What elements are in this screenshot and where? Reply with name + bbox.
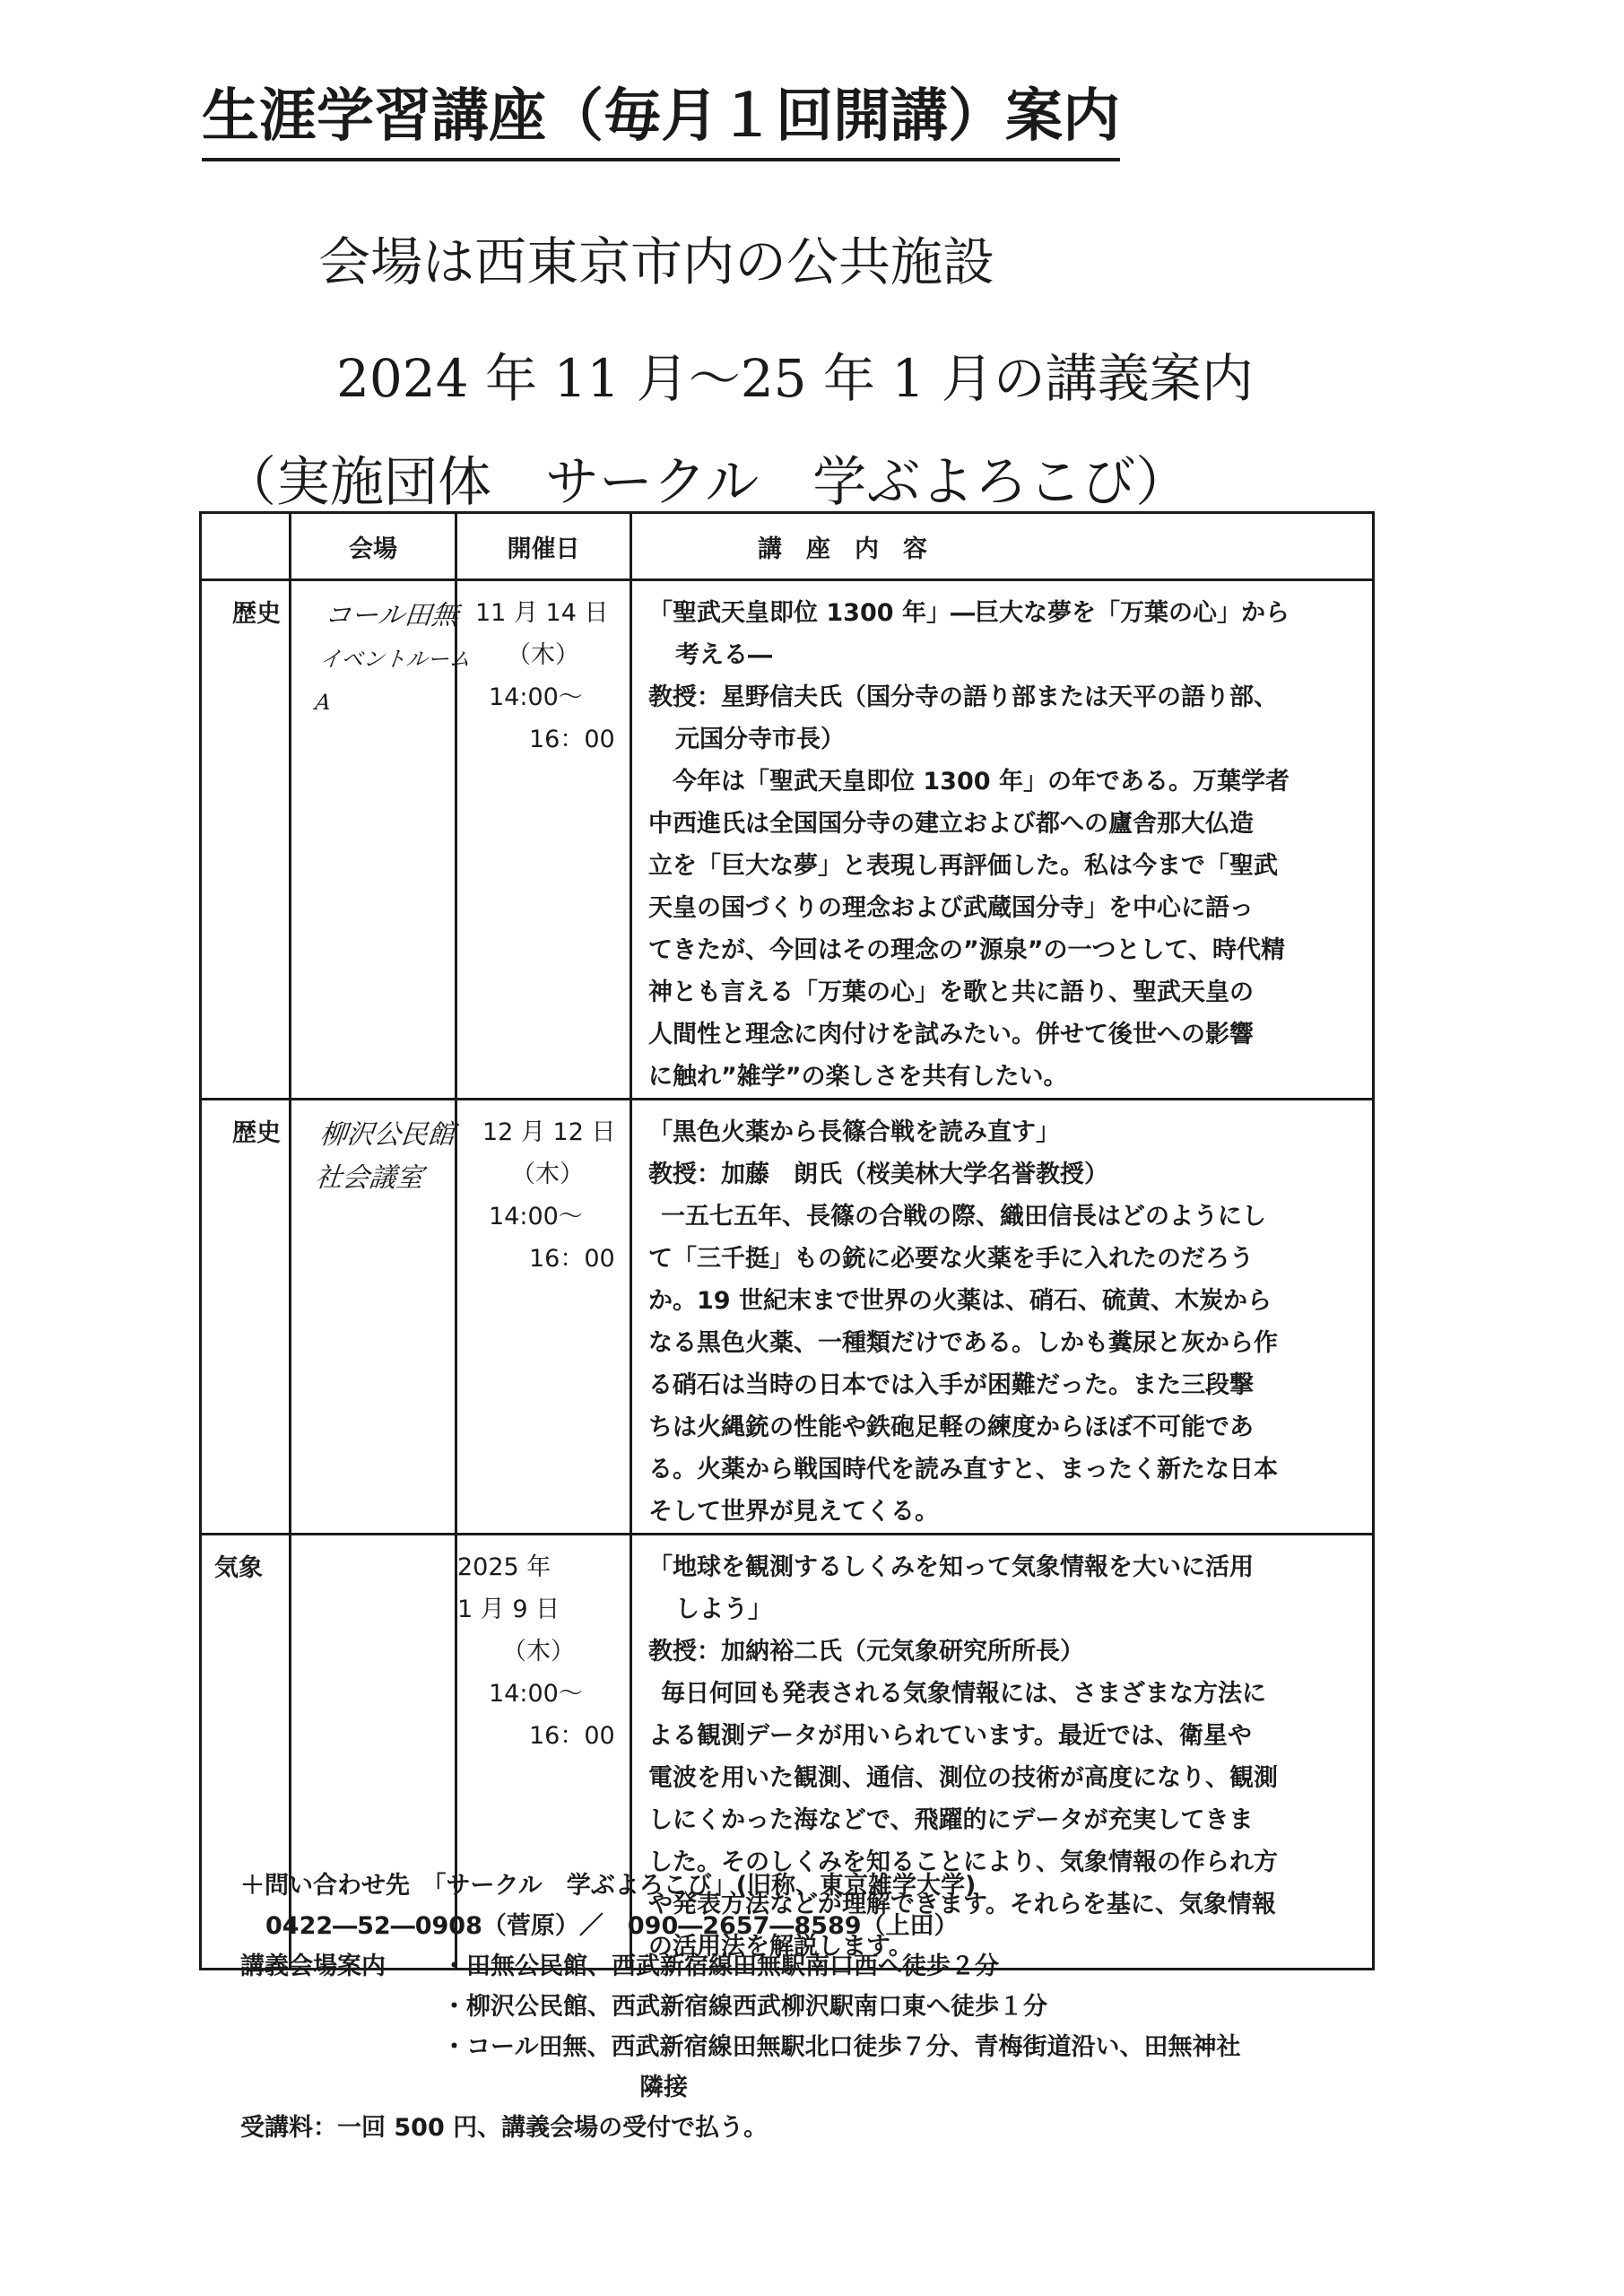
date-day: 12 月 12 日 bbox=[482, 1118, 616, 1146]
venue-guide-item: 隣接 bbox=[639, 2074, 688, 2101]
venue-guide-label: 講義会場案内 bbox=[240, 1952, 386, 1980]
body-line: てきたが、今回はその理念の”源泉”の一つとして、時代精 bbox=[648, 936, 1285, 964]
date-cell bbox=[456, 580, 631, 1100]
lecturer: 教授：星野信夫氏（国分寺の語り部または天平の語り部、 bbox=[648, 683, 1278, 711]
body-line: 今年は「聖武天皇即位 1300 年」の年である。万葉学者 bbox=[673, 768, 1290, 796]
body-line: の活用法を解説します。 bbox=[648, 1933, 913, 1961]
period-line: 2024 年 11 月～25 年 1 月の講義案内 bbox=[336, 348, 1254, 409]
category-cell: 歴史 bbox=[201, 1100, 291, 1535]
date-end: 16：00 bbox=[529, 1722, 615, 1750]
table-row bbox=[201, 1100, 1374, 1535]
header-category bbox=[201, 513, 291, 580]
footer bbox=[240, 1866, 1240, 2148]
header-venue: 会場 bbox=[291, 513, 456, 580]
date-year: 2025 年 bbox=[457, 1553, 551, 1581]
body-line: しにくかった海などで、飛躍的にデータが充実してきま bbox=[648, 1806, 1254, 1834]
body-line: 立を「巨大な夢」と表現し再評価した。私は今まで「聖武 bbox=[648, 852, 1278, 880]
body-line: そして世界が見えてくる。 bbox=[648, 1498, 939, 1526]
body-line: や発表方法などが理解できます。それらを基に、気象情報 bbox=[648, 1891, 1276, 1918]
lecture-title: しよう」 bbox=[675, 1596, 772, 1623]
header-date: 開催日 bbox=[456, 513, 631, 580]
category-cell: 歴史 bbox=[201, 580, 291, 1100]
lecture-table bbox=[199, 511, 1375, 1970]
header-content: 講 座 内 容 bbox=[631, 513, 1374, 580]
venue-guide-item: ・田無公民館、西武新宿線田無駅南口西へ徒歩２分 bbox=[442, 1952, 999, 1980]
table-header-row bbox=[201, 513, 1374, 580]
lecture-title: 考える― bbox=[675, 641, 772, 669]
date-start: 14:00～ bbox=[489, 683, 583, 711]
page-title: 生涯学習講座（毎月１回開講）案内 bbox=[202, 70, 1120, 161]
venue-line: コール田無 bbox=[322, 599, 460, 631]
venue-guide-item: ・柳沢公民館、西武新宿線西武柳沢駅南口東へ徒歩１分 bbox=[442, 1993, 1047, 2021]
venue-cell bbox=[263, 580, 483, 1100]
body-line: 神とも言える「万葉の心」を歌と共に語り、聖武天皇の bbox=[648, 978, 1254, 1006]
body-line: 電波を用いた観測、通信、測位の技術が高度になり、観測 bbox=[648, 1764, 1278, 1792]
date-weekday: （木） bbox=[502, 1638, 575, 1665]
date-end: 16：00 bbox=[529, 726, 615, 753]
date-start: 14:00～ bbox=[489, 1680, 583, 1708]
contact-phones: 0422―52―0908（菅原）／ 090―2657―8589（上田） bbox=[265, 1912, 959, 1940]
venue-line: イベントルームA bbox=[313, 646, 472, 714]
venue-cell bbox=[267, 1100, 479, 1535]
table-row bbox=[201, 580, 1374, 1100]
date-weekday: （木） bbox=[507, 641, 579, 669]
body-line: て「三千挺」もの銃に必要な火薬を手に入れたのだろう bbox=[648, 1245, 1254, 1273]
body-line: る硝石は当時の日本では入手が困難だった。また三段撃 bbox=[648, 1371, 1254, 1399]
body-line: か。19 世紀末まで世界の火薬は、硝石、硫黄、木炭から bbox=[648, 1287, 1272, 1315]
organizer-line: （実施団体 サークル 学ぶよろこび） bbox=[222, 451, 1190, 514]
venue-guide-list bbox=[442, 1946, 1240, 2108]
body-line: 中西進氏は全国国分寺の建立および都への廬舎那大仏造 bbox=[648, 810, 1254, 838]
body-line: なる黒色火薬、一種類だけである。しかも糞尿と灰から作 bbox=[648, 1329, 1278, 1357]
lecture-title: 「聖武天皇即位 1300 年」―巨大な夢を「万葉の心」から bbox=[648, 599, 1290, 627]
venue-line: 社会議室 bbox=[313, 1161, 425, 1193]
date-day: 11 月 14 日 bbox=[475, 599, 609, 627]
lecturer: 教授：加納裕二氏（元気象研究所所長） bbox=[648, 1638, 1084, 1665]
content-cell bbox=[631, 580, 1374, 1100]
body-line: した。そのしくみを知ることにより、気象情報の作られ方 bbox=[648, 1848, 1278, 1876]
venue-guide-item: ・コール田無、西武新宿線田無駅北口徒歩７分、青梅街道沿い、田無神社 bbox=[442, 2033, 1241, 2061]
body-line: 一五七五年、長篠の合戦の際、織田信長はどのようにし bbox=[661, 1203, 1266, 1231]
lecturer: 元国分寺市長） bbox=[675, 726, 845, 753]
venue-line: 会場は西東京市内の公共施設 bbox=[318, 231, 995, 292]
contact-label: ＋問い合わせ先 「サークル 学ぶよろこび」(旧称、東京雑学大学) bbox=[240, 1872, 977, 1900]
date-day: 1 月 9 日 bbox=[457, 1596, 560, 1623]
lecture-title: 「黒色火薬から長篠合戦を読み直す」 bbox=[648, 1118, 1060, 1146]
body-line: ちは火縄銃の性能や鉄砲足軽の練度からほぼ不可能であ bbox=[648, 1413, 1254, 1441]
category-cell: 気象 bbox=[201, 1535, 291, 1970]
body-line: る。火薬から戦国時代を読み直すと、まったく新たな日本 bbox=[648, 1456, 1278, 1483]
content-cell bbox=[631, 1100, 1374, 1535]
date-cell bbox=[456, 1100, 631, 1535]
body-line: 毎日何回も発表される気象情報には、さまざまな方法に bbox=[661, 1680, 1266, 1708]
body-line: 人間性と理念に肉付けを試みたい。併せて後世への影響 bbox=[648, 1021, 1254, 1048]
lecture-title: 「地球を観測するしくみを知って気象情報を大いに活用 bbox=[648, 1553, 1254, 1581]
lecturer: 教授：加藤 朗氏（桜美林大学名誉教授） bbox=[648, 1161, 1108, 1188]
date-end: 16：00 bbox=[529, 1245, 615, 1273]
venue-line: 柳沢公民館 bbox=[317, 1118, 456, 1150]
body-line: に触れ”雑学”の楽しさを共有したい。 bbox=[648, 1063, 1068, 1091]
body-line: 天皇の国づくりの理念および武蔵国分寺」を中心に語っ bbox=[648, 894, 1254, 922]
date-weekday: （木） bbox=[511, 1161, 584, 1188]
venue-guide bbox=[240, 1946, 1240, 2108]
fee-line: 受講料：一回 500 円、講義会場の受付で払う。 bbox=[240, 2114, 769, 2142]
date-start: 14:00～ bbox=[489, 1203, 583, 1231]
body-line: よる観測データが用いられています。最近では、衛星や bbox=[648, 1722, 1252, 1750]
